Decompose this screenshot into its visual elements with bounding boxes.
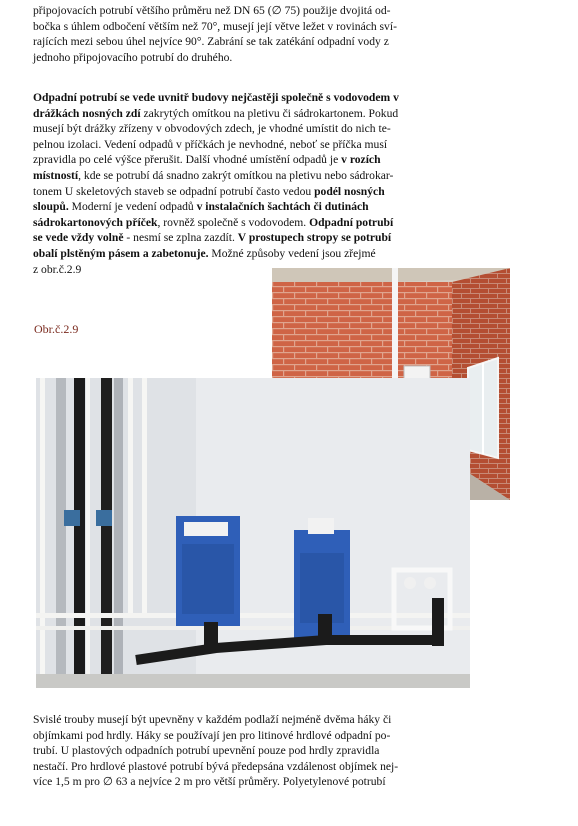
text-run: - nesmí se zplna zazdít.	[123, 231, 238, 245]
text-run: tonem U skeletových staveb se odpadní potrubí často vedou	[33, 184, 315, 198]
text-run: pelnou izolaci. Vedení odpadů v příčkách je nevhodné, neboť se příčka musí	[33, 137, 388, 151]
paragraph-2-line	[33, 121, 471, 137]
paragraph-3-line: nestačí. Pro hrdlové plastové potrubí bývá předepsána vzdálenost objímek nej-	[33, 759, 399, 773]
paragraph-3-line: trubí. U plastových odpadních potrubí upevnění pouze pod hrdly zpravidla	[33, 744, 380, 758]
text-run: z obr.č.2.9	[33, 262, 82, 276]
paragraph-1-line: rajících mezi sebou úhel nejvíce 90°. Zabrání se tak zatékání odpadní vody z	[33, 35, 389, 49]
figure-caption: Obr.č.2.9	[34, 322, 79, 336]
bold-text: sloupů.	[33, 200, 69, 214]
paragraph-2-line	[33, 152, 471, 168]
paragraph-1-line: připojovacích potrubí většího průměru než DN 65 (∅ 75) použije dvojitá od-	[33, 4, 391, 17]
paragraph-2-line	[33, 246, 471, 262]
paragraph-2-line	[33, 230, 471, 246]
text-run: zakrytých omítkou na pletivu či sádrokartonem. Pokud	[140, 106, 399, 120]
paragraph-3-line: Svislé trouby musejí být upevněny v každém podlaží nejméně dvěma háky či	[33, 713, 392, 726]
paragraph-2-line	[33, 215, 471, 231]
bold-text: v rozích	[341, 153, 381, 167]
bold-text: sádrokartonových příček	[33, 215, 158, 229]
paragraph-3-line: objímkami pod hrdly. Háky se používají jen pro litinové hrdlové odpadní po-	[33, 728, 391, 742]
bold-text: podél nosných	[314, 184, 385, 198]
paragraph-2-line	[33, 184, 471, 200]
text-run: Možné způsoby vedení jsou zřejmé	[208, 246, 376, 260]
bold-text: Odpadní potrubí	[309, 215, 394, 229]
paragraph-1-line: bočka s úhlem odbočení větším než 70°, musejí její větve ležet v rovinách sví-	[33, 19, 397, 33]
bold-text: se vede vždy volně	[33, 231, 124, 245]
bold-text: V prostupech stropy se potrubí	[237, 231, 392, 245]
paragraph-2-line	[33, 137, 471, 153]
bold-text: Odpadní potrubí se vede uvnitř budovy nejčastěji společně s vodovodem v	[33, 91, 399, 104]
text-run: Moderní je vedení odpadů	[68, 200, 197, 214]
bold-text: obalí plstěným pásem a zabetonuje.	[33, 246, 209, 260]
text-run: , rovněž společně s vodovodem.	[157, 215, 310, 229]
paragraph-2	[33, 90, 471, 277]
paragraph-1-line: jednoho připojovacího potrubí do druhého.	[33, 50, 233, 64]
text-run: musejí být drážky zřízeny v obvodových zdech, je vhodné umístit do nich te-	[33, 122, 391, 136]
photo-installation-wall	[36, 378, 470, 688]
paragraph-1	[33, 3, 471, 65]
bold-text: drážkách nosných zdí	[33, 106, 141, 120]
paragraph-2-line	[33, 90, 471, 106]
text-run: , kde se potrubí dá snadno zakrýt omítkou na pletivu nebo sádrokar-	[78, 168, 394, 182]
text-run: zpravidla po celé výšce přerušit. Další vhodné umístění odpadů je	[33, 153, 342, 167]
photo-installation-illustration	[36, 378, 470, 688]
paragraph-3-line: více 1,5 m pro ∅ 63 a nejvíce 2 m pro větší průměry. Polyetylenové potrubí	[33, 775, 386, 789]
paragraph-3	[33, 712, 471, 790]
bold-text: v instalačních šachtách či dutinách	[196, 200, 369, 214]
bold-text: místností	[33, 168, 79, 182]
paragraph-2-line	[33, 168, 471, 184]
paragraph-2-line	[33, 199, 471, 215]
paragraph-2-line	[33, 106, 471, 122]
